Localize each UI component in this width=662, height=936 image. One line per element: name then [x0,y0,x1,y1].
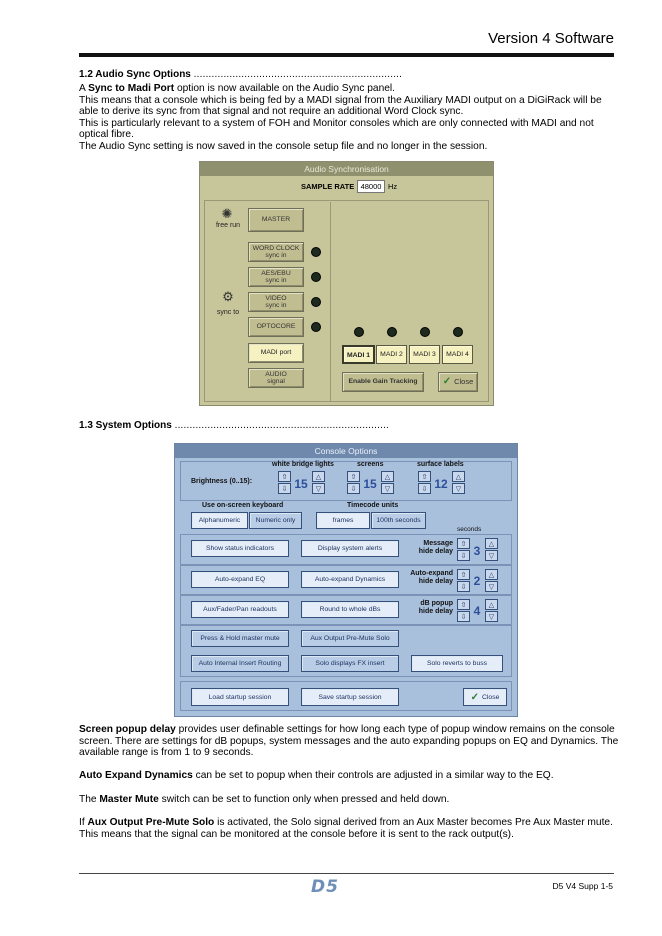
video-button[interactable]: VIDEO sync in [248,292,304,312]
timecode-100th-button[interactable]: 100th seconds [371,512,426,529]
audio-sync-paragraphs [79,83,619,152]
audio-sync-panel [199,161,494,406]
free-run-icon: ✺ [221,206,233,221]
aux-output-pre-mute-solo-button[interactable]: Aux Output Pre-Mute Solo [301,630,399,647]
checkmark-icon: ✓ [442,376,452,388]
section-heading-audio-sync [79,69,402,80]
paragraph: The Audio Sync setting is now saved in the console setup file and no longer in the session. [79,140,488,152]
keyboard-alphanumeric-button[interactable]: Alphanumeric [191,512,248,529]
paragraph-screen-popup-delay: Screen popup delay provides user definable settings for how long each type of popup window remains on the console screen. There are settings for dB popups, system messages and the auto expanding popups on EQ and Dynamics. The available range is from 1 to 9 seconds. [79,724,619,758]
auto-expand-eq-button[interactable]: Auto-expand EQ [191,571,289,588]
sync-to-icon: ⚙ [222,289,234,304]
show-status-indicators-button[interactable]: Show status indicators [191,540,289,557]
solo-reverts-to-buss-button[interactable]: Solo reverts to buss [411,655,503,672]
heading-text: 1.2 Audio Sync Options [79,69,191,80]
paragraph: This means that a console which is being fed by a MADI signal from the Auxiliary MADI output on a DiGiRack will be able to derive its sync from that signal and not require an additional Word Clock sync. [79,94,602,117]
db-delay-up[interactable]: ⇧ [457,599,470,610]
white-bridge-down[interactable]: ⇩ [278,483,291,494]
surface-inc[interactable]: △ [452,471,465,482]
surface-labels-header: surface labels [417,461,464,468]
madi-2-button[interactable]: MADI 2 [376,345,407,364]
surface-dec[interactable]: ▽ [452,483,465,494]
white-bridge-inc[interactable]: △ [312,471,325,482]
keyboard-title: Use on-screen keyboard [202,502,284,509]
auto-internal-insert-routing-button[interactable]: Auto Internal Insert Routing [191,655,289,672]
enable-gain-tracking-button[interactable]: Enable Gain Tracking [342,372,424,392]
surface-up[interactable]: ⇧ [418,471,431,482]
word-clock-led [311,247,321,257]
timecode-title: Timecode units [347,502,399,509]
seconds-label: seconds [457,526,482,533]
section-heading-system-options [79,420,389,431]
white-bridge-header: white bridge lights [272,461,334,468]
save-startup-session-button[interactable]: Save startup session [301,688,399,706]
message-delay-up[interactable]: ⇧ [457,538,470,549]
checkmark-icon: ✓ [470,691,479,703]
madi-3-button[interactable]: MADI 3 [409,345,440,364]
paragraph-master-mute: The Master Mute switch can be set to function only when pressed and held down. [79,794,450,805]
db-delay-value: 4 [473,604,481,618]
timecode-frames-button[interactable]: frames [316,512,370,529]
screens-header: screens [357,461,384,468]
d5-logo: D5 [311,877,339,897]
sample-rate-label: SAMPLE RATE [301,182,355,191]
paragraph-aux-output-pre-mute: If Aux Output Pre-Mute Solo is activated, the Solo signal derived from an Aux Master becomes Pre Aux Master mute. This means that the signal can be monitored at the console before it is sent to the rack output(s). [79,817,613,840]
paragraph-auto-expand-dynamics: Auto Expand Dynamics can be set to popup when their controls are adjusted in a similar way to the EQ. [79,770,554,781]
madi-1-led [354,327,364,337]
white-bridge-up[interactable]: ⇧ [278,471,291,482]
message-delay-dec[interactable]: ▽ [485,550,498,561]
load-startup-session-button[interactable]: Load startup session [191,688,289,706]
auto-expand-dynamics-button[interactable]: Auto-expand Dynamics [301,571,399,588]
screens-inc[interactable]: △ [381,471,394,482]
panel-divider [330,202,331,402]
display-system-alerts-button[interactable]: Display system alerts [301,540,399,557]
word-clock-button[interactable]: WORD CLOCK sync in [248,242,304,262]
console-options-panel [174,443,518,717]
ae-delay-up[interactable]: ⇧ [457,569,470,580]
brightness-label: Brightness (0..15): [191,478,253,485]
auto-expand-hide-delay-label: Auto-expand hide delay [410,570,453,585]
video-led [311,297,321,307]
message-hide-delay-label: Message hide delay [418,540,453,555]
message-delay-down[interactable]: ⇩ [457,550,470,561]
ae-delay-value: 2 [473,574,481,588]
aux-fader-pan-readouts-button[interactable]: Aux/Fader/Pan readouts [191,601,289,618]
screens-down[interactable]: ⇩ [347,483,360,494]
paragraph: A Sync to Madi Port option is now available on the Audio Sync panel. [79,83,396,94]
heading-leader: ........................................................................ [174,420,390,431]
press-hold-master-mute-button[interactable]: Press & Hold master mute [191,630,289,647]
aes-ebu-button[interactable]: AES/EBU sync in [248,267,304,287]
round-to-whole-dbs-button[interactable]: Round to whole dBs [301,601,399,618]
ae-delay-dec[interactable]: ▽ [485,581,498,592]
madi-2-led [387,327,397,337]
db-delay-inc[interactable]: △ [485,599,498,610]
sync-to-label: sync to [216,309,240,316]
optocore-led [311,322,321,332]
keyboard-numeric-button[interactable]: Numeric only [249,512,302,529]
ae-delay-inc[interactable]: △ [485,569,498,580]
audio-signal-button[interactable]: AUDIO signal [248,368,304,388]
header-rule [79,53,614,57]
db-popup-hide-delay-label: dB popup hide delay [418,600,453,615]
document-header-title: Version 4 Software [488,30,614,47]
heading-text: 1.3 System Options [79,420,172,431]
white-bridge-dec[interactable]: ▽ [312,483,325,494]
sample-rate-unit: Hz [388,182,398,191]
optocore-button[interactable]: OPTOCORE [248,317,304,337]
screens-value: 15 [363,477,377,491]
aes-ebu-led [311,272,321,282]
footer-page-number: D5 V4 Supp 1-5 [552,881,613,891]
madi-4-led [453,327,463,337]
db-delay-dec[interactable]: ▽ [485,611,498,622]
ae-delay-down[interactable]: ⇩ [457,581,470,592]
madi-1-button[interactable]: MADI 1 [342,345,375,364]
madi-4-button[interactable]: MADI 4 [442,345,473,364]
madi-3-led [420,327,430,337]
free-run-label: free run [215,222,241,229]
master-button[interactable]: MASTER [248,208,304,232]
close-button[interactable]: ✓ Close [438,372,478,392]
sample-rate-field[interactable]: 48000 [357,180,385,193]
heading-leader: ...................................................................... [193,69,403,80]
message-delay-value: 3 [473,544,481,558]
footer-rule [79,873,614,874]
paragraph: This is particularly relevant to a system of FOH and Monitor consoles which are only connected with MADI and not optical fibre. [79,117,594,140]
solo-displays-fx-insert-button[interactable]: Solo displays FX insert [301,655,399,672]
panel-title: Console Options [175,444,517,458]
db-delay-down[interactable]: ⇩ [457,611,470,622]
screens-dec[interactable]: ▽ [381,483,394,494]
screens-up[interactable]: ⇧ [347,471,360,482]
panel-title: Audio Synchronisation [200,162,493,176]
message-delay-inc[interactable]: △ [485,538,498,549]
surface-value: 12 [434,477,448,491]
madi-port-button[interactable]: MADI port [248,343,304,363]
close-button[interactable]: ✓ Close [463,688,507,706]
surface-down[interactable]: ⇩ [418,483,431,494]
white-bridge-value: 15 [294,477,308,491]
